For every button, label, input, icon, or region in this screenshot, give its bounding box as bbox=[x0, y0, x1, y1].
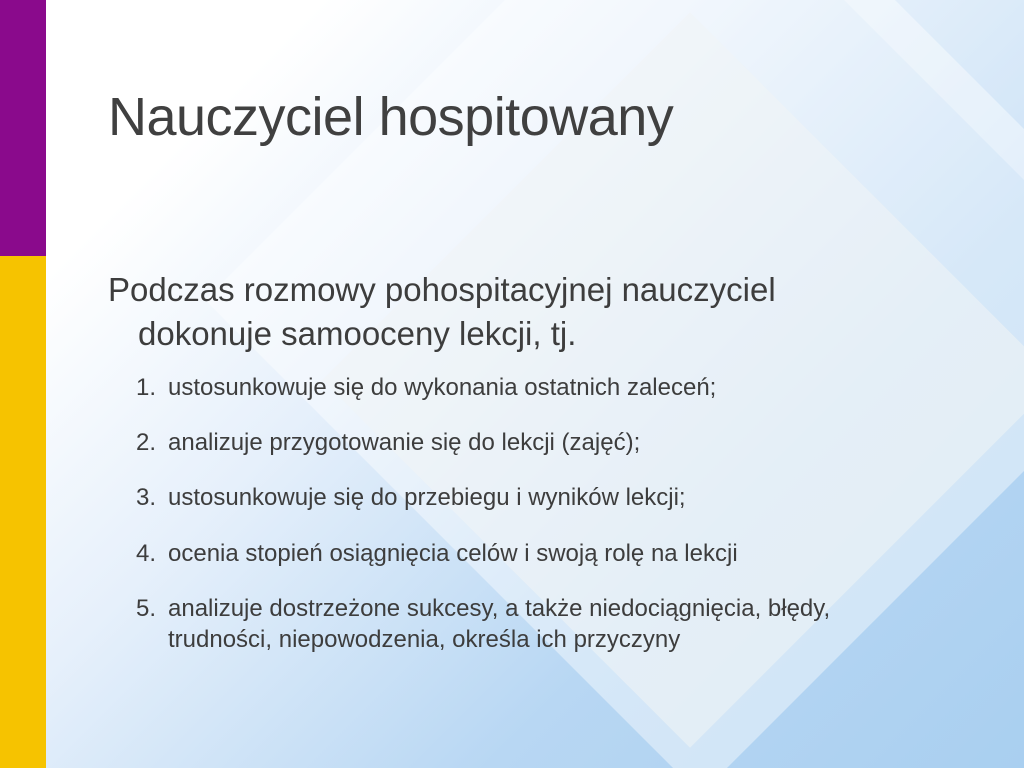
list-item-number: 5. bbox=[136, 594, 157, 622]
list-item bbox=[136, 372, 936, 403]
list-item-text: ustosunkowuje się do przebiegu i wyników lekcji; bbox=[168, 484, 686, 512]
slide-title: Nauczyciel hospitowany bbox=[108, 87, 674, 147]
list-item bbox=[136, 593, 936, 655]
list-item bbox=[136, 538, 936, 569]
list-item-number: 2. bbox=[136, 429, 157, 457]
list-item-number: 4. bbox=[136, 539, 157, 567]
list-item bbox=[136, 482, 936, 513]
list-item-text: analizuje przygotowanie się do lekcji (zajęć); bbox=[168, 429, 641, 457]
list-item-number: 3. bbox=[136, 484, 157, 512]
list-item-text: analizuje dostrzeżone sukcesy, a także niedociągnięcia, błędy, trudności, niepowodzenia, określa ich przyczyny bbox=[168, 594, 831, 653]
list-item-text: ocenia stopień osiągnięcia celów i swoją rolę na lekcji bbox=[168, 539, 738, 567]
list-item-text: ustosunkowuje się do wykonania ostatnich zaleceń; bbox=[168, 374, 717, 401]
numbered-list bbox=[136, 372, 936, 679]
slide-intro-line-2: dokonuje samooceny lekcji, tj. bbox=[138, 314, 577, 352]
list-item-number: 1. bbox=[136, 374, 157, 401]
list-item bbox=[136, 427, 936, 458]
slide-intro-line-1: Podczas rozmowy pohospitacyjnej nauczyciel bbox=[108, 271, 776, 308]
slide-intro-paragraph bbox=[108, 268, 938, 355]
